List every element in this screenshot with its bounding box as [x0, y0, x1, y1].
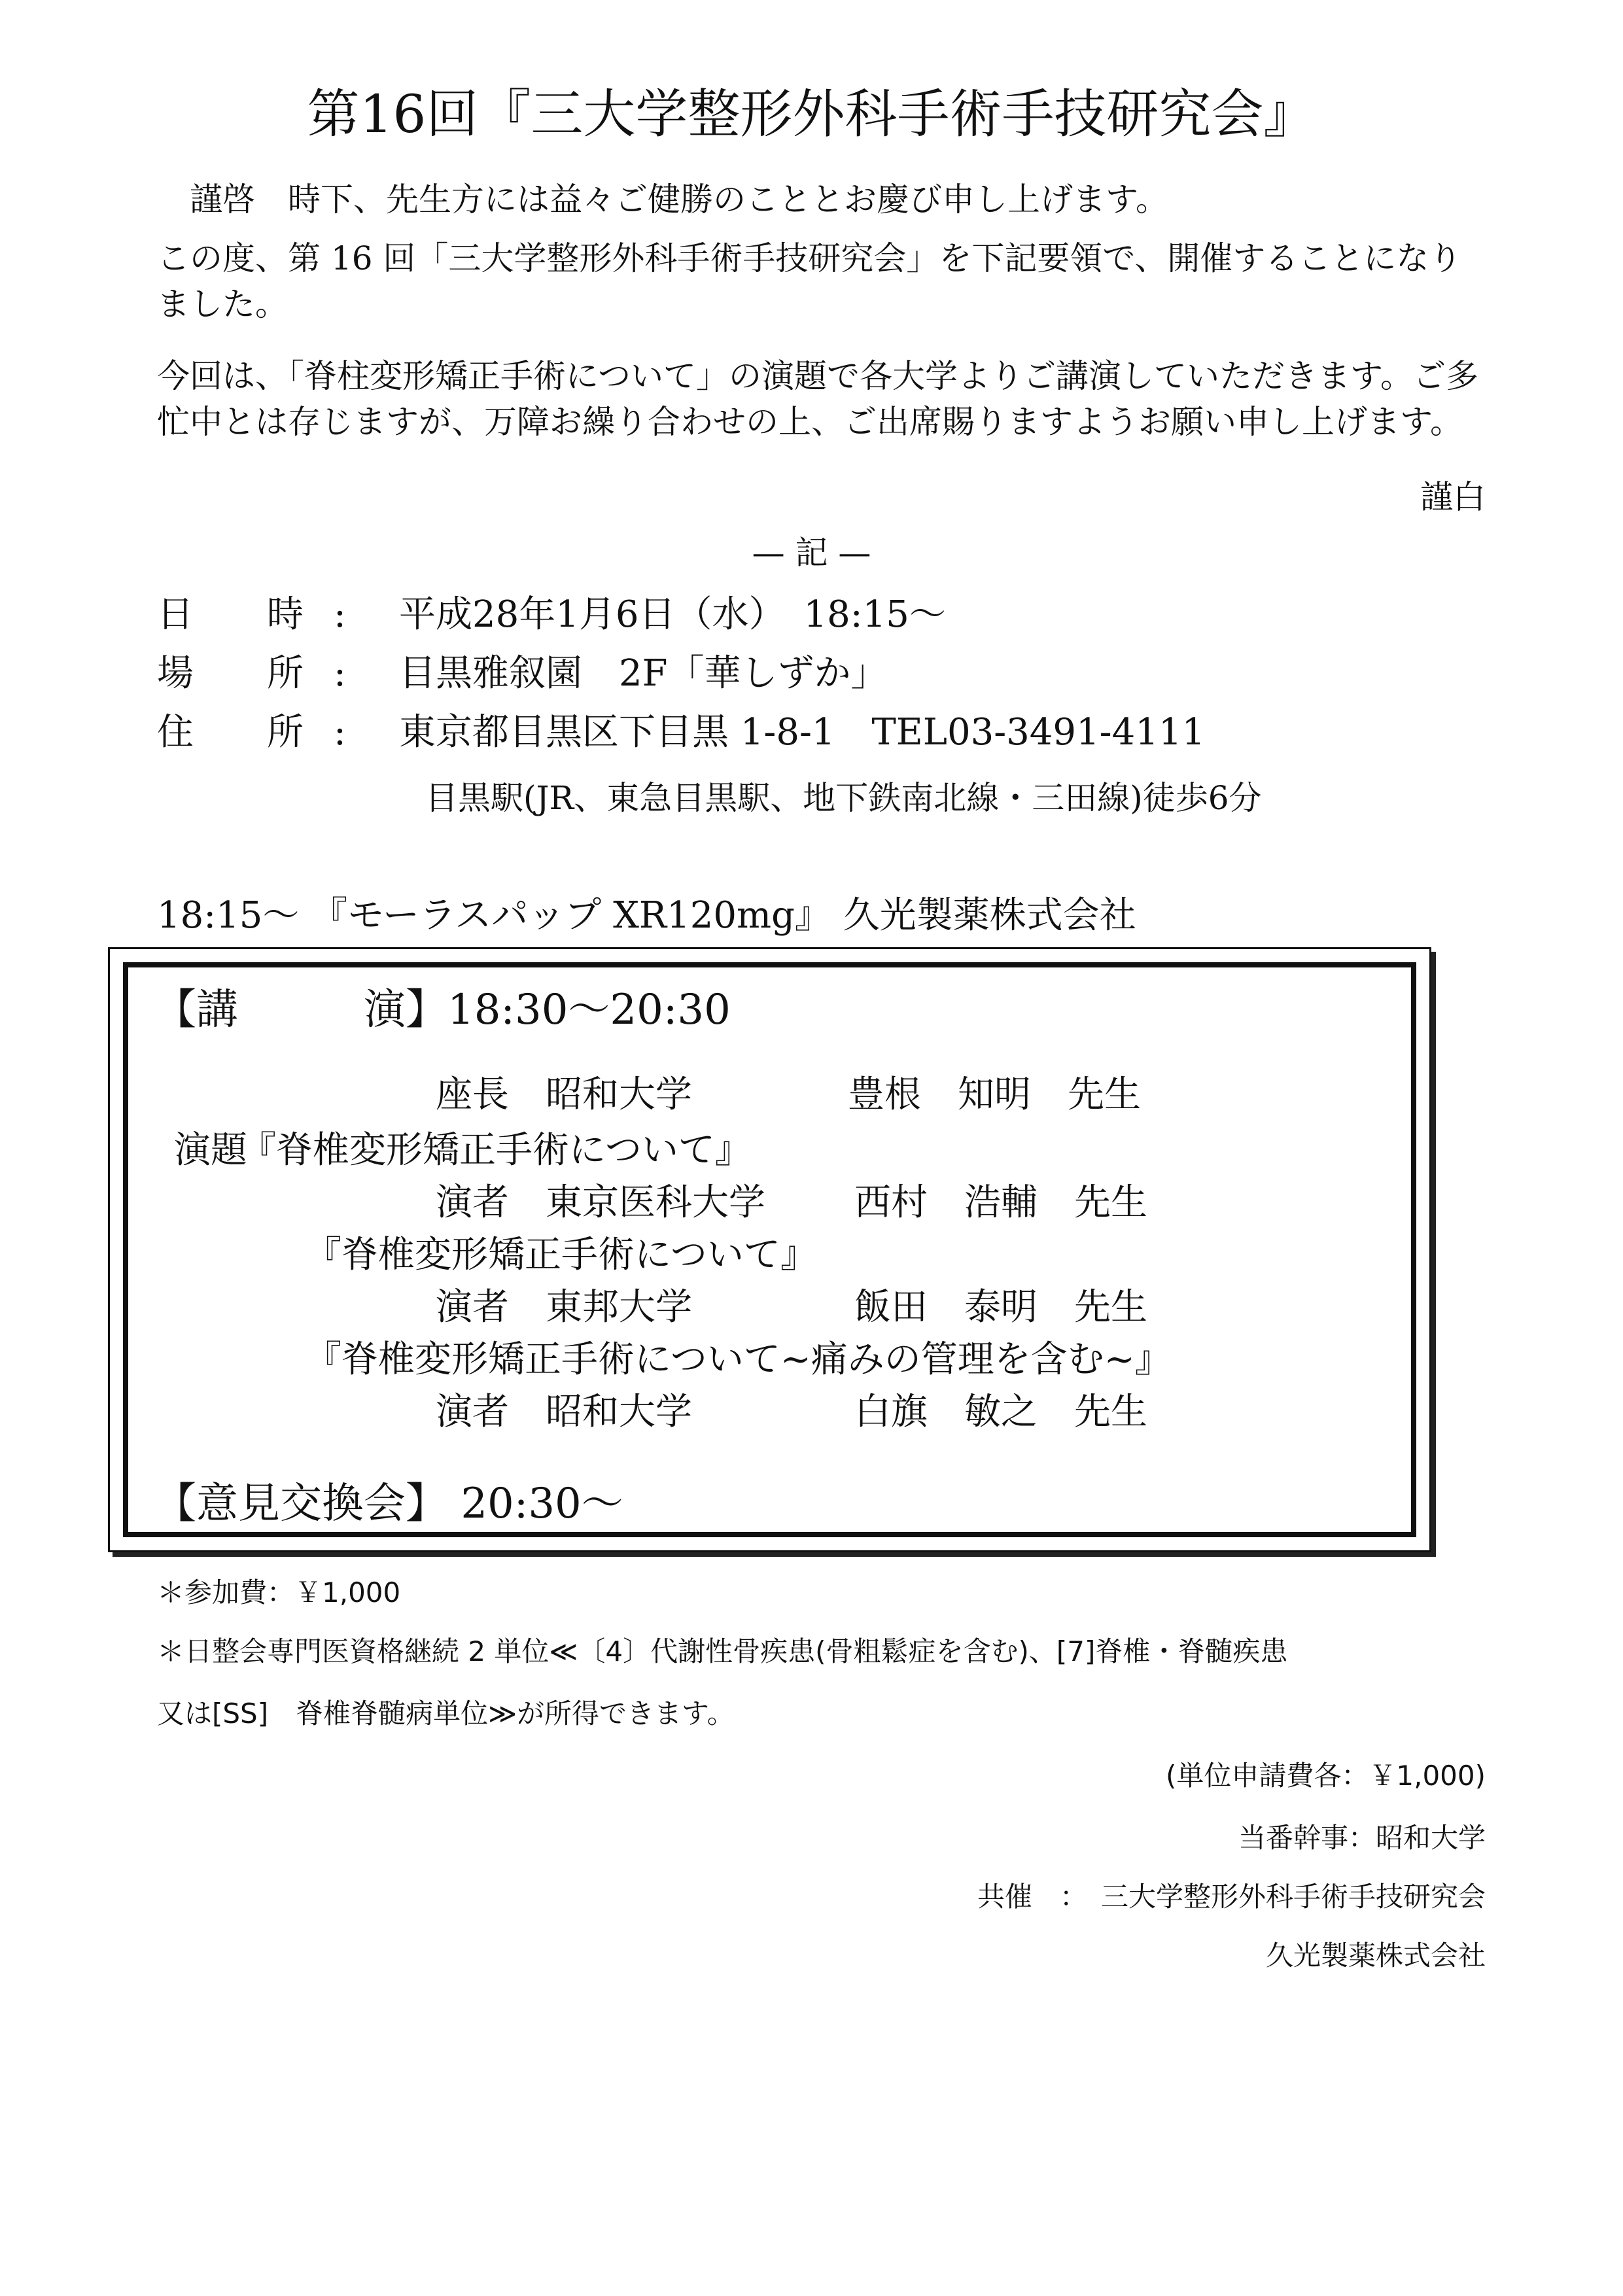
- talk-1-speaker-role: 演者 東京医科大学: [436, 1181, 765, 1224]
- cohost-company: 久光製薬株式会社: [1265, 1939, 1486, 1972]
- chair-role: 座長 昭和大学: [436, 1073, 692, 1116]
- access-note: 目黒駅(JR、東急目黒駅、地下鉄南北線・三田線)徒歩6分: [425, 779, 1262, 817]
- talk-3-speaker-role: 演者 昭和大学: [436, 1391, 692, 1433]
- venue-value: 目黒雅叙園 2F「華しずか」: [399, 652, 888, 695]
- sponsor-line: 18:15〜 『モーラスパップ XR120mg』 久光製薬株式会社: [157, 894, 1136, 937]
- datetime-value: 平成28年1月6日（水） 18:15〜: [399, 593, 946, 636]
- address-value: 東京都目黒区下目黒 1-8-1 TEL03-3491-4111: [399, 711, 1206, 754]
- talk-2-speaker-role: 演者 東邦大学: [436, 1286, 692, 1329]
- program-box-inner: [123, 962, 1416, 1537]
- intro-closing: 謹白: [1420, 478, 1486, 516]
- fee-note: ＊参加費：￥1,000: [157, 1576, 401, 1609]
- lecture-header: 【講 演】18:30〜20:30: [154, 986, 731, 1034]
- address-label: 住 所: [157, 711, 304, 754]
- organizer: 当番幹事：昭和大学: [1238, 1822, 1486, 1854]
- talk-1-title: 『脊椎変形矯正手術について』: [239, 1129, 752, 1172]
- talk-2-speaker-name: 飯田 泰明 先生: [854, 1286, 1147, 1329]
- datetime-label: 日 時: [157, 593, 304, 636]
- address-colon: :: [334, 711, 346, 754]
- credit-note-1: ＊日整会専門医資格継続 2 単位≪〔4〕代謝性骨疾患(骨粗鬆症を含む)、[7]脊椎・脊髄疾患: [157, 1635, 1288, 1667]
- cohost: 共催 ： 三大学整形外科手術手技研究会: [977, 1881, 1486, 1913]
- topic-label: 演題: [174, 1129, 247, 1172]
- credit-note-2: 又は[SS] 脊椎脊髄病単位≫が所得できます。: [157, 1697, 735, 1730]
- talk-1-speaker-name: 西村 浩輔 先生: [854, 1181, 1147, 1224]
- chair-name: 豊根 知明 先生: [848, 1073, 1141, 1116]
- intro-request: 今回は、「脊柱変形矯正手術について」の演題で各大学よりご講演していただきます。ご多忙中とは存じますが、万障お繰り合わせの上、ご出席賜りますようお願い申し上げます。: [157, 357, 1478, 441]
- intro-announcement: この度、第 16 回「三大学整形外科手術手技研究会」を下記要領で、開催することになりました。: [157, 239, 1462, 323]
- talk-2-title: 『脊椎変形矯正手術について』: [305, 1234, 817, 1276]
- unit-fee-note: (単位申請費各：￥1,000): [1165, 1760, 1486, 1792]
- intro-greeting: 謹啓 時下、先生方には益々ご健勝のこととお慶び申し上げます。: [190, 181, 1168, 218]
- program-box: [108, 947, 1431, 1552]
- datetime-colon: :: [334, 593, 346, 636]
- page-title: 第16回『三大学整形外科手術手技研究会』: [307, 84, 1316, 145]
- talk-3-title: 『脊椎変形矯正手術について~痛みの管理を含む~』: [305, 1338, 1172, 1381]
- venue-label: 場 所: [157, 652, 304, 695]
- ki-heading: — 記 —: [752, 534, 871, 572]
- venue-colon: :: [334, 652, 346, 695]
- talk-3-speaker-name: 白旗 敏之 先生: [854, 1391, 1147, 1433]
- exchange-header: 【意見交換会】 20:30〜: [154, 1480, 623, 1528]
